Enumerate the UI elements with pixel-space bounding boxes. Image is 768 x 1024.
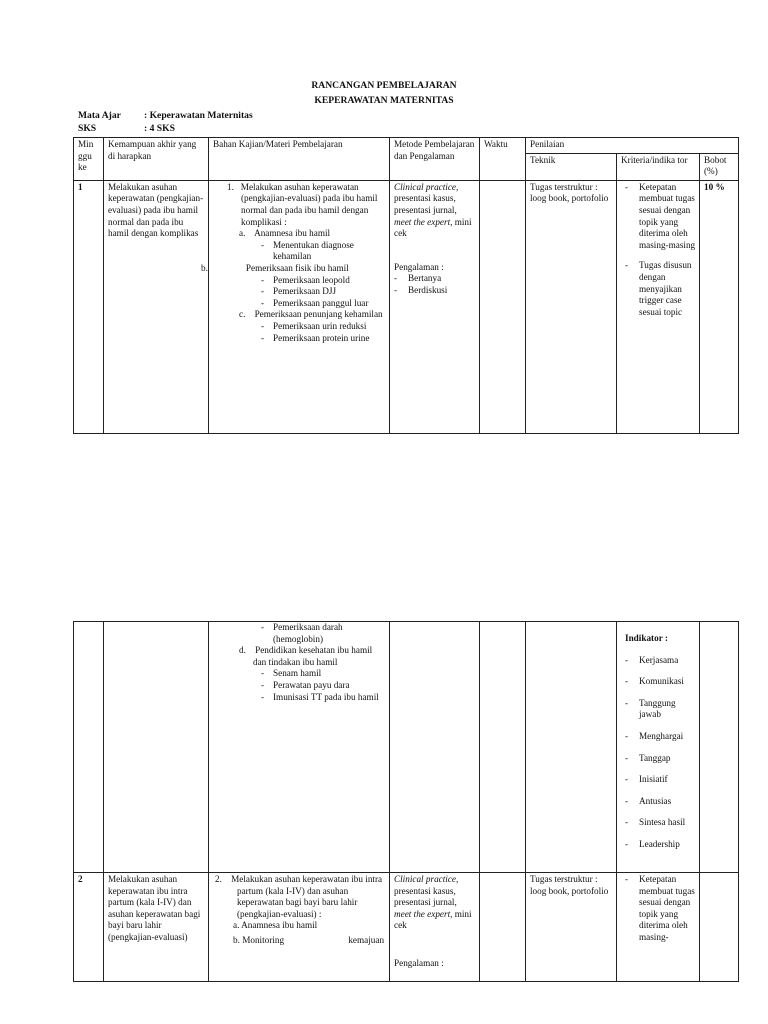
mata-ajar-value: : Keperawatan Maternitas — [144, 110, 253, 121]
list-item: - Tanggung jawab — [621, 698, 696, 721]
list-item: - Pemeriksaan panggul luar — [213, 298, 386, 310]
table-row-week-1 — [74, 180, 739, 433]
list-item: - Pemeriksaan urin reduksi — [213, 321, 386, 333]
metode-cell — [390, 873, 480, 982]
list-item: - Sintesa hasil — [621, 817, 696, 829]
learning-plan-table-1 — [73, 137, 739, 434]
metode-cell — [390, 180, 480, 433]
list-item: - Kerjasama — [621, 655, 696, 667]
col-header-bobot: Bobot (%) — [700, 153, 739, 180]
list-item: - Antusias — [621, 796, 696, 808]
indikator-label: Indikator : — [625, 633, 668, 643]
materi-cell — [201, 180, 390, 433]
col-header-minggu: Min ggu ke — [74, 138, 104, 181]
metode-cell — [390, 622, 480, 873]
list-item: - Pemeriksaan darah (hemoglobin) — [213, 622, 386, 645]
kemampuan-cell — [104, 622, 209, 873]
list-item: - Inisiatif — [621, 774, 696, 786]
teknik-cell: Tugas terstruktur : loog book, portofolio — [526, 180, 617, 433]
mata-ajar-line — [78, 110, 253, 122]
kemampuan-cell: Melakukan asuhan keperawatan ibu intra partum (kala I-IV) dan asuhan keperawatan bagi bayi baru lahir (pengkajian-evaluasi) — [104, 873, 209, 982]
teknik-cell — [526, 622, 617, 873]
week-number: 1 — [74, 180, 104, 433]
bobot-cell — [700, 873, 739, 982]
list-item: - Berdiskusi — [394, 285, 476, 297]
table-row-week-2 — [74, 873, 739, 982]
list-item: - Menghargai — [621, 731, 696, 743]
col-header-kemampuan: Kemampuan akhir yang di harapkan — [104, 138, 209, 181]
kemampuan-cell: Melakukan asuhan keperawatan (pengkajian-evaluasi) pada ibu hamil normal dan pada ibu hamil dengan komplikas — [104, 180, 209, 433]
week-number — [74, 622, 104, 873]
document-title-line1: RANCANGAN PEMBELAJARAN — [311, 80, 457, 91]
materi-sub-d: d. Pendidikan kesehatan ibu hamil dan tindakan ibu hamil — [239, 645, 373, 667]
list-item: - Leadership — [621, 839, 696, 851]
list-item: - Pemeriksaan DJJ — [213, 286, 386, 298]
materi-sub-a: a. Anamnesa ibu hamil — [239, 228, 331, 239]
col-header-metode: Metode Pembelajaran dan Pengalaman — [390, 138, 480, 181]
list-item: - Menentukan diagnose kehamilan — [213, 240, 386, 263]
materi-cell — [209, 873, 390, 982]
list-item: - Bertanya — [394, 273, 476, 285]
materi-sub-c: c. Pemeriksaan penunjang kehamilan — [239, 309, 383, 320]
list-item: - Komunikasi — [621, 676, 696, 688]
metode-text: Clinical practice, presentasi kasus, presentasi jurnal, meet the expert, mini cek — [394, 874, 472, 931]
pengalaman-label: Pengalaman : — [394, 261, 444, 272]
materi-sub-a: a. Anamnesa ibu hamil — [233, 920, 318, 931]
sks-label: SKS — [78, 123, 97, 134]
kriteria-cell — [617, 622, 700, 873]
table-row-week-1-continued — [74, 622, 739, 873]
materi-sub-b: b. Monitoring kemajuan — [233, 934, 385, 945]
list-item: - Tanggap — [621, 753, 696, 765]
list-item: - Perawatan payu dara — [213, 680, 386, 692]
learning-plan-table-2 — [73, 621, 739, 982]
waktu-cell — [480, 873, 526, 982]
col-header-kriteria: Kriteria/indika tor — [617, 153, 700, 180]
list-item: - Senam hamil — [213, 668, 386, 680]
col-header-penilaian: Penilaian — [526, 138, 739, 154]
table-header-row-1 — [74, 138, 739, 154]
bobot-cell — [700, 622, 739, 873]
list-item: - Pemeriksaan leopold — [213, 275, 386, 287]
metode-text: Clinical practice, presentasi kasus, presentasi jurnal, meet the expert, mini cek — [394, 181, 472, 239]
materi-topic: 1. Melakukan asuhan keperawatan (pengkajian-evaluasi) pada ibu hamil normal dan pada ibu hamil dengan komplikasi : — [227, 181, 378, 227]
kriteria-cell — [617, 873, 700, 982]
materi-topic: 2. Melakukan asuhan keperawatan ibu intra partum (kala I-IV) dan asuhan keperawatan bagi bayi baru lahir (pengkajian-evaluasi) : — [215, 874, 383, 919]
mata-ajar-label: Mata Ajar — [78, 110, 121, 121]
list-item: - Ketepatan membuat tugas sesuai dengan topik yang diterima oleh masing- — [621, 874, 696, 944]
materi-cell — [209, 622, 390, 873]
materi-sub-b: b. Pemeriksaan fisik ibu hamil — [201, 262, 349, 273]
week-number: 2 — [74, 873, 104, 982]
list-item: - Pemeriksaan protein urine — [213, 333, 386, 345]
document-title-line2: KEPERAWATAN MATERNITAS — [314, 95, 454, 106]
list-item: - Ketepatan membuat tugas sesuai dengan topik yang diterima oleh masing-masing — [621, 182, 696, 252]
list-item: - Imunisasi TT pada ibu hamil — [213, 692, 386, 704]
sks-value: : 4 SKS — [144, 123, 175, 134]
col-header-bahan: Bahan Kajian/Materi Pembelajaran — [209, 138, 390, 181]
teknik-cell: Tugas terstruktur : loog book, portofolio — [526, 873, 617, 982]
col-header-waktu: Waktu — [480, 138, 526, 181]
sks-line — [78, 123, 175, 135]
kriteria-cell — [617, 180, 700, 433]
waktu-cell — [480, 622, 526, 873]
pengalaman-label: Pengalaman : — [394, 957, 444, 968]
col-header-teknik: Teknik — [526, 153, 617, 180]
list-item: - Tugas disusun dengan menyajikan trigger case sesuai topic — [621, 260, 696, 318]
waktu-cell — [480, 180, 526, 433]
bobot-cell: 10 % — [700, 180, 739, 433]
